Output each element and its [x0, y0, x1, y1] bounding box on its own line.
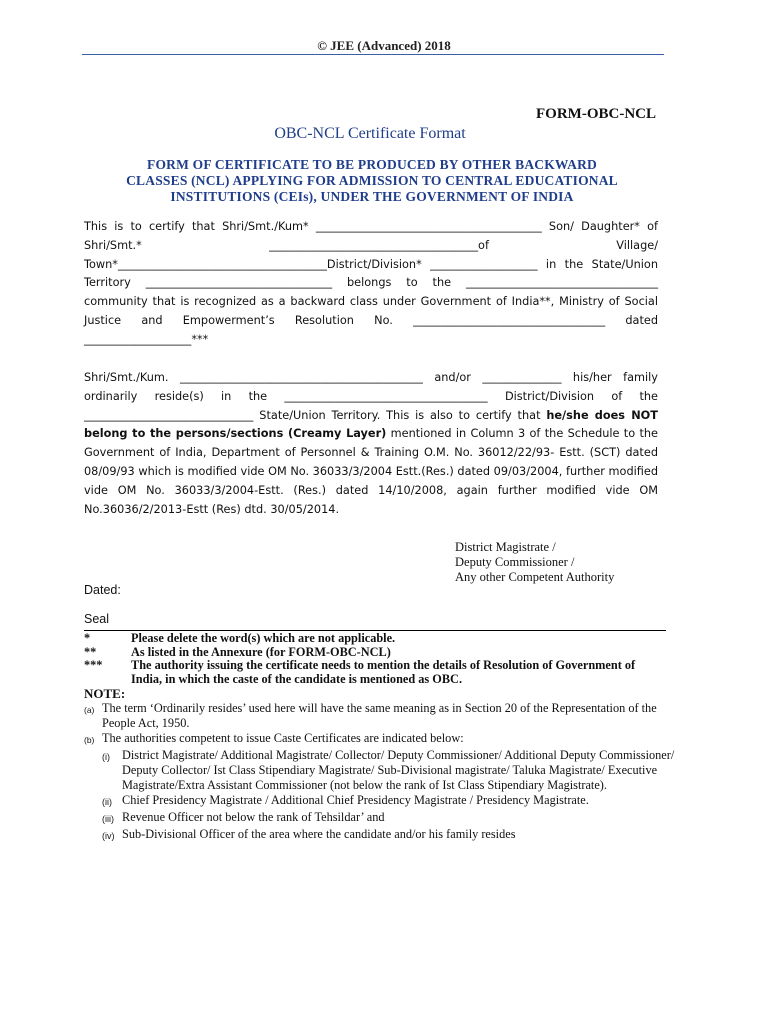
main-title-line: INSTITUTIONS (CEIs), UNDER THE GOVERNMENT OF INDIA — [170, 189, 574, 204]
note-list — [84, 701, 684, 844]
authority-label: (ii) — [102, 797, 112, 807]
footnote-text: As listed in the Annexure (for FORM-OBC-NCL) — [131, 644, 391, 659]
authority-item — [84, 810, 684, 827]
certificate-subtitle: OBC-NCL Certificate Format — [274, 125, 466, 142]
paragraph-text: This is to certify that Shri/Smt./Kum* ________________________________________ Son/ Daughter* of Shri/Smt.* _____________________________________of Village/ Town*_____________________________________District/Division* ___________________ in the State/Union Territory _________________________________ belongs to the __________________________________ community that is recognized as a backward class under Government of India**, Ministry of Social Justice and Empowerment’s Resolution No. __________________________________ dated ___________________*** — [84, 220, 658, 346]
authority-item — [84, 827, 684, 844]
seal-label: Seal — [84, 612, 110, 626]
authority-label: (iii) — [102, 814, 114, 824]
authority-item — [84, 748, 684, 793]
signature-block — [455, 540, 614, 585]
signature-line: Any other Competent Authority — [455, 570, 615, 584]
paragraph-text-start: Shri/Smt./Kum. ___________________________________________ and/or ______________ his/her family ordinarily reside(s) in the ____________________________________ District/Division of the ______________________________ State/Union Territory. This is also to certify that — [84, 371, 658, 422]
dated-label: Dated: — [84, 583, 121, 597]
authority-text: Sub-Divisional Officer of the area where the candidate and/or his family resides — [122, 827, 516, 841]
main-title-line: CLASSES (NCL) APPLYING FOR ADMISSION TO CENTRAL EDUCATIONAL — [126, 173, 618, 188]
signature-line: District Magistrate / — [455, 540, 556, 554]
footnote-text: Please delete the word(s) which are not applicable. — [131, 631, 396, 645]
authority-label: (i) — [102, 752, 110, 762]
note-label: (b) — [84, 735, 95, 745]
authority-text: Revenue Officer not below the rank of Tehsildar’ and — [122, 810, 385, 824]
header-divider — [82, 54, 664, 55]
footnote — [84, 646, 664, 660]
authority-text: Chief Presidency Magistrate / Additional Chief Presidency Magistrate / Presidency Magistrate. — [122, 793, 589, 807]
authority-item — [84, 793, 684, 810]
header-copyright: © JEE (Advanced) 2018 — [317, 38, 451, 53]
footnote-mark: *** — [84, 658, 103, 672]
form-id: FORM-OBC-NCL — [536, 106, 656, 122]
note-text: The term ‘Ordinarily resides’ used here will have the same meaning as in Section 20 of the Representation of the People Act, 1950. — [102, 701, 657, 730]
note-label: (a) — [84, 705, 95, 715]
certification-paragraph-1 — [84, 218, 658, 350]
paragraph-text — [84, 369, 658, 519]
footnote — [84, 659, 664, 686]
note-text: The authorities competent to issue Caste Certificates are indicated below: — [102, 731, 464, 745]
signature-line: Deputy Commissioner / — [455, 555, 575, 569]
form-main-title — [82, 157, 662, 205]
note-heading: NOTE: — [84, 686, 126, 701]
note-item — [84, 731, 684, 748]
footnote-mark: * — [84, 631, 91, 645]
footnote-text: The authority issuing the certificate needs to mention the details of Resolution of Government of India, in which the caste of the candidate is mentioned as OBC. — [131, 658, 636, 686]
creamy-layer-statement: he/she does NOT belong to the persons/sections (Creamy Layer) — [84, 408, 658, 441]
authority-label: (iv) — [102, 831, 115, 841]
footnotes — [84, 632, 664, 686]
footnote — [84, 632, 664, 646]
note-item — [84, 701, 684, 731]
paragraph-text-end: mentioned in Column 3 of the Schedule to the Government of India, Department of Personnel & Training O.M. No. 36012/22/93- Estt. (SCT) dated 08/09/93 which is modified vide OM No. 36033/3/2004 Estt.(Res.) dated 09/03/2004, further modified vide OM No. 36033/3/2004-Estt. (Res.) dated 14/10/2008, again further modified vide OM No.36036/2/2013-Estt (Res) dtd. 30/05/2014. — [84, 427, 658, 516]
authority-text: District Magistrate/ Additional Magistrate/ Collector/ Deputy Commissioner/ Additional Deputy Commissioner/ Deputy Collector/ Ist Class Stipendiary Magistrate/ Sub-Divisional magistrate/ Taluka Magistrate/ Executive Magistrate/Extra Assistant Commissioner (not below the rank of Ist Class Stipendiary Magistrate). — [122, 748, 675, 792]
footnote-mark: ** — [84, 644, 97, 659]
main-title-line: FORM OF CERTIFICATE TO BE PRODUCED BY OTHER BACKWARD — [147, 157, 597, 172]
certification-paragraph-2 — [84, 369, 658, 519]
